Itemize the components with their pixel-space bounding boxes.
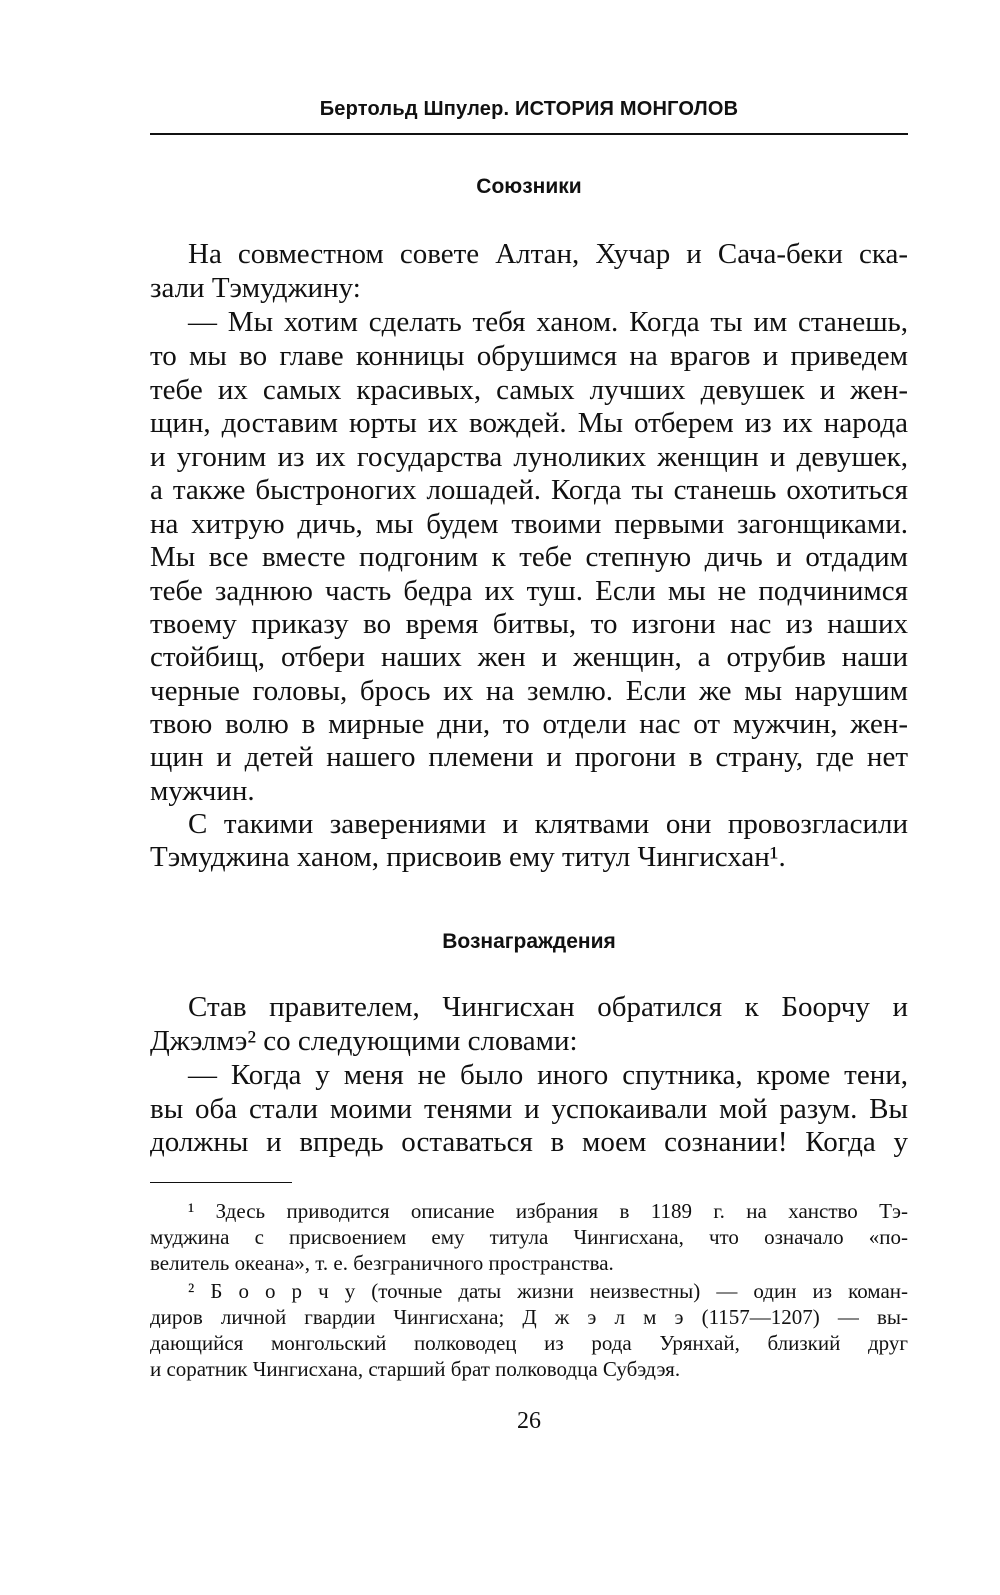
text-line: Мы все вместе подгоним к тебе степную дичь и отдадим: [150, 541, 908, 573]
text-line: и угоним из их государства луноликих женщин и девушек,: [150, 441, 908, 473]
footnote-line: ² Б о о р ч у (точные даты жизни неизвестны) — один из коман-: [188, 1279, 908, 1303]
text-line: Тэмуджина ханом, присвоив ему титул Чингисхан¹.: [150, 841, 786, 873]
page-number: 26: [517, 1408, 541, 1434]
text-line: стойбищ, отбери наших жен и женщин, а отрубив наши: [150, 641, 908, 673]
text-line: тебе их самых красивых, самых лучших девушек и жен-: [150, 374, 908, 406]
footnote-line: ¹ Здесь приводится описание избрания в 1189 г. на ханство Тэ-: [188, 1199, 908, 1223]
header-rule: [150, 133, 908, 135]
text-line: твою волю в мирные дни, то отдели нас от мужчин, жен-: [150, 708, 908, 740]
text-line: Джэлмэ² со следующими словами:: [150, 1025, 578, 1057]
footnote-line: дающийся монгольский полководец из рода Урянхай, близкий друг: [150, 1331, 908, 1355]
running-head: Бертольд Шпулер. ИСТОРИЯ МОНГОЛОВ: [319, 98, 739, 120]
text-line: зали Тэмуджину:: [150, 272, 361, 304]
text-line: должны и впредь оставаться в моем сознании! Когда у: [150, 1126, 908, 1158]
footnote-line: велитель океана», т. е. безграничного пространства.: [150, 1251, 614, 1275]
footnote-rule: [150, 1182, 292, 1183]
text-line: мужчин.: [150, 775, 255, 807]
text-line: Став правителем, Чингисхан обратился к Боорчу и: [188, 991, 908, 1023]
text-line: — Мы хотим сделать тебя ханом. Когда ты им станешь,: [188, 306, 908, 338]
text-line: тебе заднюю часть бедра их туш. Если мы не подчинимся: [150, 575, 908, 607]
footnote-line: и соратник Чингисхана, старший брат полководца Субэдэя.: [150, 1357, 681, 1381]
text-line: на хитрую дичь, мы будем твоими первыми загонщиками.: [150, 508, 908, 540]
text-line: щин и детей нашего племени и прогони в страну, где нет: [150, 741, 908, 773]
section-heading-rewards: Вознаграждения: [442, 930, 616, 953]
text-line: а также быстроногих лошадей. Когда ты станешь охотиться: [150, 474, 908, 506]
text-line: то мы во главе конницы обрушимся на врагов и приведем: [150, 340, 908, 372]
section-heading-allies: Союзники: [476, 175, 582, 198]
text-line: черные головы, брось их на землю. Если же мы нарушим: [150, 675, 908, 707]
text-line: вы оба стали моими тенями и успокаивали мой разум. Вы: [150, 1093, 908, 1125]
text-line: На совместном совете Алтан, Хучар и Сача-беки ска-: [188, 238, 908, 270]
text-line: твоему приказу во время битвы, то изгони нас из наших: [150, 608, 908, 640]
footnote-line: муджина с присвоением ему титула Чингисхана, что означало «по-: [150, 1225, 908, 1249]
text-line: С такими заверениями и клятвами они провозгласили: [188, 808, 908, 840]
footnote-line: диров личной гвардии Чингисхана; Д ж э л м э (1157—1207) — вы-: [150, 1305, 908, 1329]
text-line: щин, доставим юрты их вождей. Мы отберем из их народа: [150, 407, 908, 439]
text-line: — Когда у меня не было иного спутника, кроме тени,: [188, 1059, 908, 1091]
